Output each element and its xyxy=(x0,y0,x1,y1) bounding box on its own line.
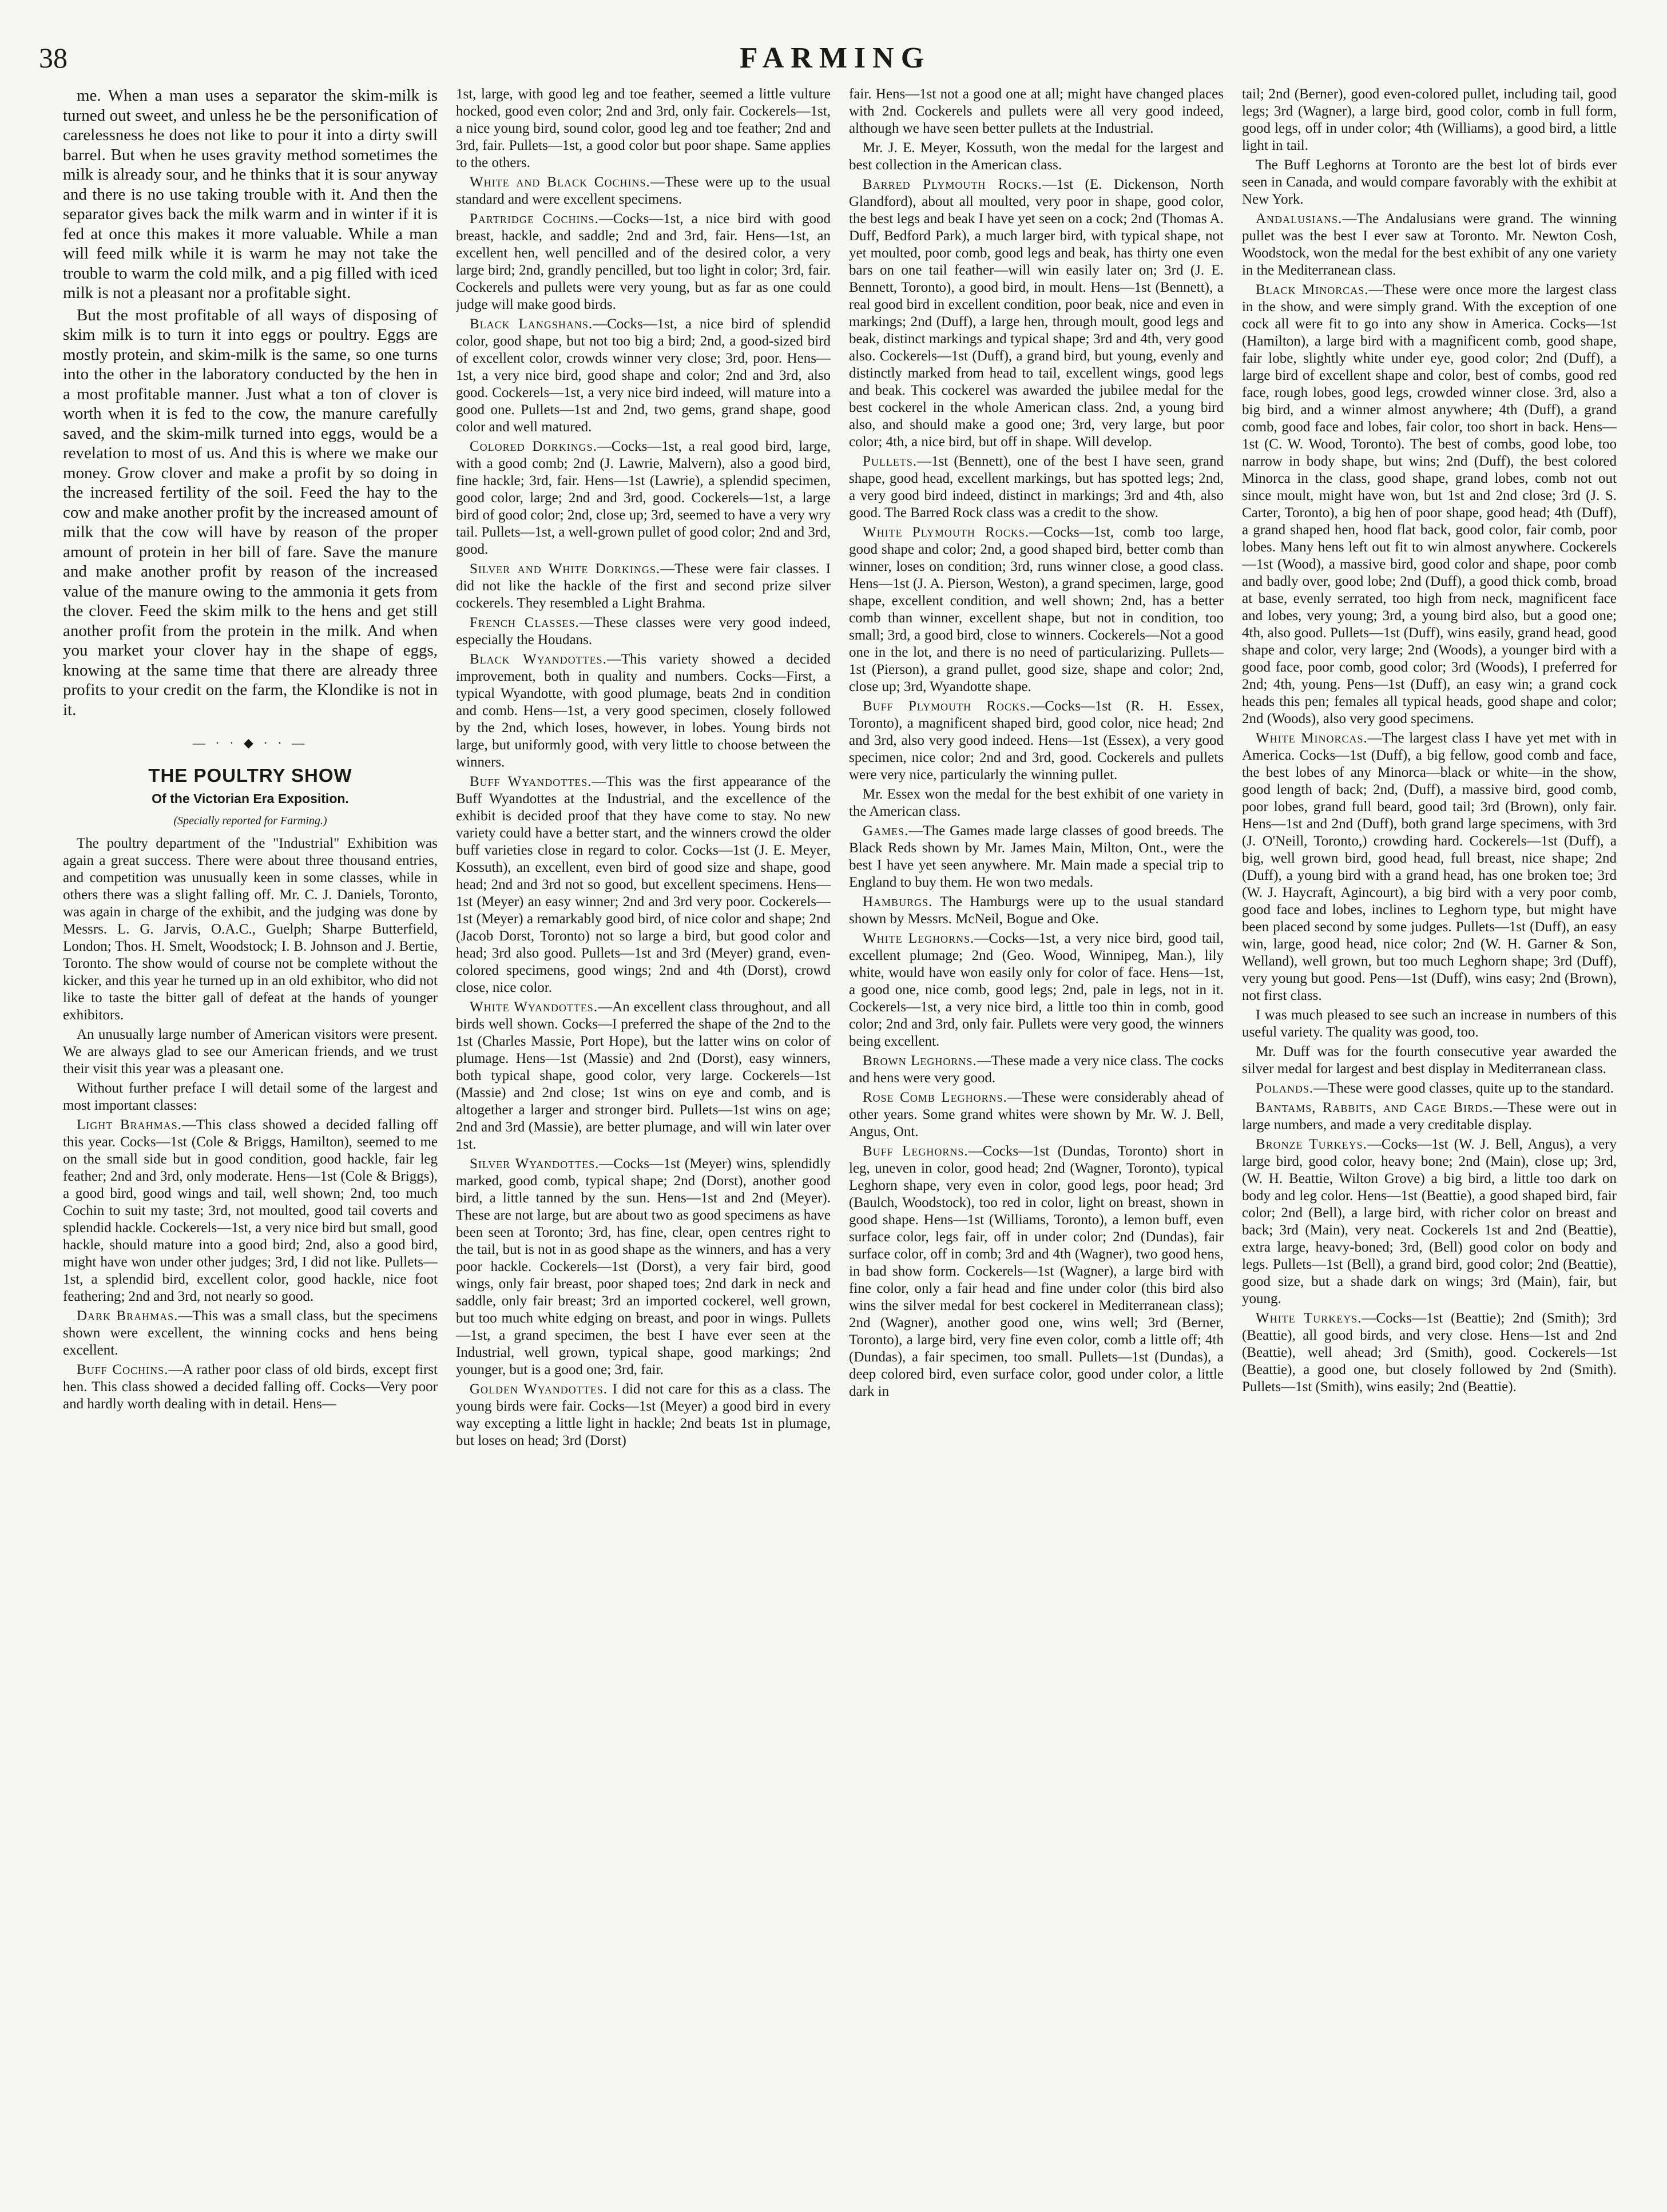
entry-text: —Cocks—1st, a real good bird, large, with a good comb; 2nd (J. Lawrie, Malvern), also a good bird, fine hackle; 3rd, fair. Hens—1st (Lawrie), a splendid specimen, good color, large; 2nd and 3rd, good. Cockerels—1st, a large bird of good color; 2nd, close up; 3rd, seemed to have a very wry tail. Pullets—1st, a well-grown pullet of good color; 2nd and 3rd, good. xyxy=(456,439,831,557)
paragraph: An unusually large number of American visitors were present. We are always glad to see our American friends, and we trust their visit this year was a pleasant one. xyxy=(63,1027,438,1077)
entry-paragraph xyxy=(456,1155,831,1379)
entry-paragraph xyxy=(456,773,831,996)
entry-text: —Cocks—1st, a very nice bird, good tail, excellent plumage; 2nd (Geo. Wood, Winnipeg, Man.), lily white, would have won easily only for color of face. Hens—1st, a good one, nice comb, good legs; 2nd, pale in legs, not in it. Cockerels—1st, a very nice bird, a little too thin in comb, good color; 2nd and 3rd, only fair. Pullets were very good, the winners being excellent. xyxy=(849,931,1224,1049)
column-4-lead: tail; 2nd (Berner), good even-colored pullet, including tail, good legs; 3rd (Wagner), a large bird, good color, comb in full form, good legs, off in under color; 4th (Williams), a good bird, a little light in tail. xyxy=(1242,86,1617,153)
entry-paragraph xyxy=(63,1308,438,1359)
entry-heading: White and Black Cochins. xyxy=(470,174,650,190)
column-3-lead: fair. Hens—1st not a good one at all; might have changed places with 2nd. Cockerels and pullets were all very good indeed, although we have seen better pullets at the Industrial. xyxy=(849,86,1224,136)
entry-text: Mr. Essex won the medal for the best exhibit of one variety in the American class. xyxy=(849,787,1224,819)
entry-heading: Hamburgs. xyxy=(863,894,933,910)
entry-heading: Dark Brahmas. xyxy=(77,1308,178,1324)
entry-paragraph xyxy=(1242,211,1617,279)
entry-heading: Black Wyandottes. xyxy=(470,652,607,667)
entry-text: —This was a small class, but the specimens shown were excellent, the winning cocks and hens being excellent. xyxy=(63,1308,438,1358)
entry-text: —These were out in large numbers, and made a very creditable display. xyxy=(1242,1100,1617,1133)
entry-heading: Buff Leghorns. xyxy=(863,1143,969,1159)
entry-heading: Pullets. xyxy=(863,454,918,469)
entry-text: —This class showed a decided falling off this year. Cocks—1st (Cole & Briggs, Hamilton), seemed to me on the small side but in good condition, good hackle, fair leg feather; 2nd and 3rd, only moderate. Hens—1st (Cole & Briggs), a good bird, good wings and tail, well shown; 2nd, too much Cochin to suit my taste; 3rd, not moulted, good tail coverts and splendid hackle. Cockerels—1st, a very nice bird but small, good hackle, should mature into a good bird; 2nd, also a good bird, might have won under other judges; 3rd, I did not like. Pullets—1st, a splendid bird, excellent color, good hackle, nice foot feathering; 2nd and 3rd, not nearly so good. xyxy=(63,1117,438,1304)
article-columns xyxy=(63,86,1619,2197)
entry-paragraph xyxy=(849,1089,1224,1141)
entry-paragraph xyxy=(1242,1136,1617,1308)
entry-text: —Cocks—1st (Meyer) wins, splendidly marked, good comb, typical shape; 2nd (Dorst), another good bird, a little tanned by the sun. Hens—1st and 2nd (Meyer). These are not large, but are about two as good specimens as have been seen at Toronto; 3rd, has fine, clear, open centres right to the tail, but is not in as good shape as the winners, and has a very poor hackle. Cockerels—1st (Dorst), a very fair bird, good wings, only fair breast, poor shaped toes; 2nd dark in neck and saddle, only fair breast; 3rd an imported cockerel, well grown, but too much white edging on breast, and poor in wings. Pullets—1st, a grand specimen, the best I have ever seen at the Industrial, well grown, typical shape, good markings; 2nd younger, but is a good one; 3rd, fair. xyxy=(456,1156,831,1377)
article-subtitle: Of the Victorian Era Exposition. xyxy=(152,791,349,806)
column-4 xyxy=(1242,86,1617,2197)
entry-heading: White Leghorns. xyxy=(863,931,975,946)
column-2-lead: 1st, large, with good leg and toe feather, seemed a little vulture hocked, good even color; 2nd and 3rd, only fair. Cockerels—1st, a nice young bird, sound color, good leg and toe feather; 2nd and 3rd, fair. Pullets—1st, a good color but poor shape. Same applies to the others. xyxy=(456,86,831,170)
entry-text: —Cocks—1st (R. H. Essex, Toronto), a magnificent shaped bird, good color, nice head; 2nd and 3rd, also very good indeed. Hens—1st (Essex), a very good specimen, nice color; 2nd and 3rd, good. Cockerels and pullets were very nice, particularly the winning pullet. xyxy=(849,698,1224,783)
entry-paragraph xyxy=(849,893,1224,928)
journal-title: FARMING xyxy=(739,42,931,74)
column-3-paragraphs xyxy=(849,140,1224,174)
entry-paragraph xyxy=(456,211,831,313)
entry-text: —This was the first appearance of the Buff Wyandottes at the Industrial, and the excellence of the exhibit is decided proof that they have come to stay. No new variety could have a better start, and the winners crowd the older buff varieties close in regard to color. Cocks—1st (J. E. Meyer, Kossuth), an excellent, even bird of good size and shape, good head; 2nd and 3rd not so good, but excellent specimens. Hens—1st (Meyer) an easy winner; 2nd and 3rd very poor. Cockerels—1st (Meyer) a remarkably good bird, of nice color and shape; 2nd (Jacob Dorst, Toronto) not so large a bird, but good color and head; 3rd also good. Pullets—1st and 3rd (Meyer) grand, even-colored specimens, good wings; 2nd and 4th (Dorst), crowd close, nice color. xyxy=(456,774,831,995)
entry-paragraph xyxy=(849,1143,1224,1400)
section-divider: — · · ◆ · · — xyxy=(192,736,308,750)
entry-heading: Brown Leghorns. xyxy=(863,1053,977,1069)
paragraph: But the most profitable of all ways of disposing of skim milk is to turn it into eggs or poultry. Eggs are mostly protein, and skim-milk is the same, so one turns into the other in the laboratory conducted by the hen in a most profitable manner. Just what a ton of clover is worth when it is fed to the cow, the manure carefully saved, and the skim-milk turned into eggs, would be a revelation to most of us. And this is where we make our money. Grow clover and make a profit by so doing in the increased fertility of the soil. Feed the hay to the cow and make another profit by the increased amount of milk that the cow will have by reason of the proper amount of protein in her bill of fare. Save the manure and make another profit by reason of the increased value of the manure owing to the ammonia it gets from the clover. Feed the skim milk to the hens and get still another profit from the protein in the milk. And when you market your clover hay in the shape of eggs, knowing at the same time that there are already three profits to your credit on the farm, the Klondike is not in it. xyxy=(63,305,438,719)
entry-heading: Games. xyxy=(863,823,909,839)
entry-paragraph xyxy=(849,524,1224,696)
article-intro xyxy=(63,835,438,1114)
entry-heading: Polands. xyxy=(1256,1081,1314,1096)
entry-heading: White Wyandottes. xyxy=(470,999,598,1015)
entry-heading: Silver Wyandottes. xyxy=(470,1156,600,1171)
entry-paragraph xyxy=(456,438,831,558)
entry-paragraph xyxy=(1242,730,1617,1004)
entry-heading: White Turkeys. xyxy=(1256,1310,1362,1326)
entry-paragraph xyxy=(456,316,831,436)
entry-text: The Hamburgs were up to the usual standard shown by Messrs. McNeil, Bogue and Oke. xyxy=(849,894,1224,927)
entry-heading: Andalusians. xyxy=(1256,211,1343,227)
entry-text: I was much pleased to see such an increase in numbers of this useful variety. The quality was good, too. xyxy=(1242,1007,1617,1040)
entry-text: —An excellent class throughout, and all birds well shown. Cocks—I preferred the shape of the 2nd to the 1st (Charles Massie, Port Hope), but the latter wins on color of plumage. Hens—1st (Massie) and 2nd (Dorst), easy winners, both typical shape, good color, very large. Cockerels—1st (Massie) and 2nd close; 1st wins on eye and comb, and is altogether a larger and stronger bird. Pullets—1st wins on age; 2nd and 3rd (Massie), are better plumage, and will win later over 1st. xyxy=(456,999,831,1152)
entry-text: —Cocks—1st (Dundas, Toronto) short in leg, uneven in color, good head; 2nd (Wagner, Toronto), typical Leghorn shape, very even in color, good legs, poor head; 3rd (Baulch, Woodstock), too red in color, light on breast, shown in good shape. Hens—1st (Williams, Toronto), a lemon buff, even surface color, legs fair, off in under color; 2nd (Dundas), fair surface color, off in comb; 3rd and 4th (Wagner), two good hens, in bad show form. Cockerels—1st (Wagner), a large bird with fine color, only a fair head and fine under color (this bird also wins the silver medal for best cockerel in Mediterranean class); 2nd (Wagner), another good one, wins well; 3rd (Berner, Toronto), a large bird, very fine even color, comb a little off; 4th (Dundas), a fair specimen, too small. Pullets—1st (Dundas), a deep colored bird, even surface color, good under color, a little dark in xyxy=(849,1143,1224,1399)
entry-heading: Partridge Cochins. xyxy=(470,211,599,227)
entry-paragraph xyxy=(849,453,1224,522)
column-1 xyxy=(63,86,438,2197)
entry-heading: Buff Cochins. xyxy=(77,1362,169,1377)
entry-text: —Cocks—1st (W. J. Bell, Angus), a very large bird, good color, heavy bone; 2nd (Main), close up; 3rd, (W. H. Beattie, Wilton Grove) a big bird, a little too dark on body and leg color. Hens—1st (Beattie), a good shaped bird, fair color; 2nd (Bell), a large bird, with richer color on breast and back; 3rd (Main), very neat. Cockerels 1st and 2nd (Beattie), extra large, heavy-boned; 3rd, (Bell) good color on body and legs. Pullets—1st (Bell), a grand bird, good color; 2nd (Beattie), good size, but a shade dark on wings; 3rd (Main), fair, but young. xyxy=(1242,1137,1617,1306)
entry-heading: White Plymouth Rocks. xyxy=(863,525,1030,540)
entry-text: —These were considerably ahead of other years. Some grand whites were shown by Mr. W. J. Bell, Angus, Ont. xyxy=(849,1090,1224,1139)
entry-text: —This variety showed a decided improvement, both in quality and numbers. Cocks—First, a typical Wyandotte, with good plumage, beats 2nd in condition and comb. Hens—1st, a very good specimen, closely followed by the 2nd, which loses, however, in lobes. Young birds not large, but uniformly good, with very little to choose between the winners. xyxy=(456,652,831,770)
entry-heading: Bantams, Rabbits, and Cage Birds. xyxy=(1256,1100,1494,1115)
entry-paragraph xyxy=(849,930,1224,1050)
entry-heading: Light Brahmas. xyxy=(77,1117,182,1133)
entry-text: —The Games made large classes of good breeds. The Black Reds shown by Mr. James Main, Milton, Ont., were the best I have yet seen anywhere. Mr. Main made a special trip to England to buy them. He won two medals. xyxy=(849,823,1224,890)
entry-text: —The Andalusians were grand. The winning pullet was the best I ever saw at Toronto. Mr. Newton Cosh, Woodstock, won the medal for the best exhibit of any one variety in the Mediterranean class. xyxy=(1242,211,1617,278)
entry-text: —Cocks—1st, comb too large, good shape and color; 2nd, a good shaped bird, better comb than winner, loses on condition; 3rd, runs winner close, a good class. Hens—1st (J. A. Pierson, Weston), a grand specimen, large, good shape, excellent condition, and well shown; 2nd, has a better comb than winner, excellent shape, but not in condition, too small; 3rd, a good bird, close to winners. Cockerels—Not a good one in the lot, and there is no need of particularizing. Pullets—1st (Pierson), a grand pullet, good size, shape and color; 2nd, close up; 3rd, Wyandotte shape. xyxy=(849,525,1224,694)
entry-paragraph xyxy=(849,698,1224,784)
entry-text: —Cocks—1st, a nice bird with good breast, hackle, and saddle; 2nd and 3rd, fair. Hens—1st, an excellent hen, well pencilled and of the desired color, a very large bird; 2nd, grandly pencilled, but too light in color; 3rd, fair. Cockerels and pullets were very young, but as far as one could judge will make good birds. xyxy=(456,211,831,312)
entry-heading: Colored Dorkings. xyxy=(470,439,597,454)
entry-paragraph xyxy=(456,651,831,771)
entry-text: —The largest class I have yet met with in America. Cocks—1st (Duff), a big fellow, good comb and face, the best lobes of any Minorca—black or white—in the show, good length of back; 2nd, (Duff), a massive bird, good comb, poor lobes, grand full beard, good tail; 3rd (Brown), only fair. Hens—1st and 2nd (Duff), both grand large specimens, with 3rd (J. O'Neill, Toronto,) crowding hard. Cockerels—1st (Duff), a big, well grown bird, good head, full breast, nice shape; 2nd (Duff), a young bird with a grand head, has one broken toe; 3rd (W. J. Haycraft, Agincourt), a big bird with a very poor comb, good face and lobes, inclines to Leghorn type, but might have been placed second by some judges. Pullets—1st (Duff), an easy win, large, good head, nice color; 2nd (W. H. Garner & Son, Welland), well grown, but too much Leghorn shape; 3rd (Duff), very young but good. Pens—1st (Duff), wins easy; 2nd (Brown), not first class. xyxy=(1242,730,1617,1003)
entry-heading: Buff Wyandottes. xyxy=(470,774,592,789)
entry-text: —1st (E. Dickenson, North Glandford), about all moulted, very poor in shape, good color, the best legs and beak I have yet seen on a cock; 2nd (Thomas A. Duff, Bedford Park), a much larger bird, with typical shape, not yet moulted, poor comb, good legs and beak, has thirty one even bars on one tail feather—will win easily later on; 3rd (J. E. Bennett, Toronto), a good bird, in moult. Hens—1st (Bennett), a real good bird in excellent condition, poor beak, nice and even in markings; 2nd (Duff), a large hen, through moult, good legs and beak, distinct markings and typical shape; 3rd and 4th, very good also. Cockerels—1st (Duff), a grand bird, but young, evenly and distinctly marked from head to tail, excellent wings, good legs and beak. This cockerel was awarded the jubilee medal for the best cockerel in the whole American class. 2nd, a young bird also, and should make a good one; 3rd, very large, but poor color; 4th, a nice bird, but off in shape. Will develop. xyxy=(849,177,1224,450)
entry-paragraph xyxy=(849,786,1224,820)
column-1-paragraphs xyxy=(63,86,438,720)
entry-heading: Bronze Turkeys. xyxy=(1256,1137,1367,1152)
entry-text: —These were up to the usual standard and were excellent specimens. xyxy=(456,174,831,207)
entry-paragraph xyxy=(849,1053,1224,1087)
column-3-entries xyxy=(849,176,1224,1400)
entry-paragraph xyxy=(63,1117,438,1305)
article-byline: (Specially reported for Farming.) xyxy=(173,814,327,827)
entry-heading: Buff Plymouth Rocks. xyxy=(863,698,1031,714)
entry-paragraph xyxy=(1242,1310,1617,1396)
entry-heading: Rose Comb Leghorns. xyxy=(863,1090,1007,1105)
entry-paragraph xyxy=(456,1381,831,1449)
column-4-entries xyxy=(1242,211,1617,1396)
column-3 xyxy=(849,86,1224,2197)
page-number: 38 xyxy=(39,42,68,74)
entry-paragraph xyxy=(1242,1007,1617,1041)
entry-paragraph xyxy=(63,1361,438,1413)
column-4-paragraphs xyxy=(1242,157,1617,208)
paragraph: Without further preface I will detail some of the largest and most important classes: xyxy=(63,1081,438,1113)
entry-paragraph xyxy=(1242,1043,1617,1078)
entry-heading: Black Langshans. xyxy=(470,316,593,332)
entry-heading: White Minorcas. xyxy=(1256,730,1368,746)
entry-paragraph xyxy=(456,999,831,1153)
entry-heading: French Classes. xyxy=(470,615,580,630)
column-2 xyxy=(456,86,831,2197)
paragraph: The poultry department of the "Industrial" Exhibition was again a great success. There were about three thousand entries, and competition was unusually keen in some classes, while in others there was a slight falling off. Mr. C. J. Daniels, Toronto, was again in charge of the exhibit, and the judging was done by Messrs. L. G. Jarvis, O.A.C., Guelph; Sharpe Butterfield, London; Thos. H. Smelt, Woodstock; I. B. Johnson and J. Bertie, Toronto. The show would of course not be complete without the kicker, and this year he turned up in an old exhibitor, who did not like to taste the bitter gall of defeat at the hands of younger exhibitors. xyxy=(63,836,438,1023)
entry-text: —These made a very nice class. The cocks and hens were very good. xyxy=(849,1053,1224,1086)
paragraph: The Buff Leghorns at Toronto are the best lot of birds ever seen in Canada, and would compare favorably with the exhibit at New York. xyxy=(1242,157,1617,207)
entry-text: —These classes were very good indeed, especially the Houdans. xyxy=(456,615,831,648)
entry-heading: Golden Wyandottes. xyxy=(470,1381,608,1397)
entry-heading: Black Minorcas. xyxy=(1256,282,1369,297)
entry-heading: Silver and White Dorkings. xyxy=(470,561,661,577)
entry-paragraph xyxy=(1242,1080,1617,1097)
entry-paragraph xyxy=(456,614,831,649)
page-header xyxy=(34,41,1636,78)
entry-text: —These were once more the largest class in the show, and were simply grand. With the exception of one cock all were fit to go into any show in America. Cocks—1st (Hamilton), a large bird with a magnificent comb, good shape, fair lobe, slightly white under eye, good color; 2nd (Duff), a large bird of excellent shape and color, best of combs, good red face, rough lobes, good legs, crowded winner close. 3rd, also a big bird, and a winner almost anywhere; 4th (Duff), a grand comb, good face and lobes, fair color, too short in back. Hens—1st (C. W. Wood, Toronto). The best of combs, good lobe, too narrow in body shape, but wins; 2nd (Duff), the best colored Minorca in the class, good shape, grand lobes, comb not out since moult, might have won, but 1st and 2nd close; 3rd (J. S. Carter, Toronto), a big hen of poor shape, good head; 4th (Duff), a grand shaped hen, hood flat back, good color, fair comb, poor lobes. Many hens left out fit to win almost anywhere. Cockerels—1st (Wood), a massive bird, good color and shape, poor comb and badly over, good lobe; 2nd (Duff), a good thick comb, broad at base, evenly serrated, too high from neck, magnificent face and lobes, very young; 3rd, a young bird also, but a good one; 4th, also good. Pullets—1st (Duff), wins easily, grand head, good shape and color, very large; 2nd (Woods), a younger bird with a good face, poor comb, good color; 3rd (Woods), I preferred for 2nd; 4th, young. Pens—1st (Duff), an easy win; a grand cock heads this pen; females all typical heads, good shape and color; 2nd (Woods), also very good specimens. xyxy=(1242,282,1617,726)
entry-paragraph xyxy=(456,174,831,208)
entry-paragraph xyxy=(1242,281,1617,728)
entry-text: —1st (Bennett), one of the best I have seen, grand shape, good head, excellent markings, but has spotted legs; 2nd, a very good bird indeed, distinct in markings; 3rd and 4th, also good. The Barred Rock class was a credit to the show. xyxy=(849,454,1224,521)
entry-text: —Cocks—1st (Beattie); 2nd (Smith); 3rd (Beattie), all good birds, and very close. Hens—1st and 2nd (Beattie), well ahead; 3rd (Smith), good. Cockerels—1st (Beattie), a good one, but closely followed by 2nd (Smith). Pullets—1st (Smith), wins easily; 2nd (Beattie). xyxy=(1242,1310,1617,1395)
entry-heading: Barred Plymouth Rocks. xyxy=(863,177,1042,192)
paragraph: Mr. J. E. Meyer, Kossuth, won the medal for the largest and best collection in the American class. xyxy=(849,140,1224,173)
entry-text: —These were fair classes. I did not like the hackle of the first and second prize silver cockerels. They resembled a Light Brahma. xyxy=(456,561,831,611)
entry-text: —A rather poor class of old birds, except first hen. This class showed a decided falling off. Cocks—Very poor and hardly worth dealing with in detail. Hens— xyxy=(63,1362,438,1412)
entry-paragraph xyxy=(1242,1099,1617,1134)
entry-paragraph xyxy=(849,823,1224,891)
entry-text: —Cocks—1st, a nice bird of splendid color, good shape, but not too big a bird; 2nd, a good-sized bird of excellent color, crowds winner very close; 3rd, poor. Hens—1st, a very nice bird, good shape and color; 2nd and 3rd, also good. Cockerels—1st, a very nice bird indeed, will mature into a good one. Pullets—1st and 2nd, two gems, grand shape, good color and well matured. xyxy=(456,316,831,435)
entry-text: —These were good classes, quite up to the standard. xyxy=(1313,1081,1614,1096)
entry-text: I did not care for this as a class. The young birds were fair. Cocks—1st (Meyer) a good bird in every way excepting a little light in hackle; 2nd beats 1st in plumage, but loses on head; 3rd (Dorst) xyxy=(456,1381,831,1448)
entry-paragraph xyxy=(849,176,1224,451)
entry-paragraph xyxy=(456,561,831,612)
article-title: THE POULTRY SHOW xyxy=(148,764,352,786)
column-2-entries xyxy=(456,174,831,1449)
article-entries xyxy=(63,1117,438,1413)
paragraph: me. When a man uses a separator the skim-milk is turned out sweet, and unless he be the personification of carelessness he does not like to pour it into a dirty swill barrel. But when he uses gravity method sometimes the milk is already sour, and he thinks that it is sour anyway and there is no use taking trouble with it. And then the separator gives back the milk warm and in winter if it is fed at once this makes it more valuable. While a man will feed milk while it is warm he may not take the trouble to warm the cold milk, and a pig filled with iced milk is not a pleasant nor a profitable sight. xyxy=(63,86,438,302)
entry-text: Mr. Duff was for the fourth consecutive year awarded the silver medal for largest and best display in Mediterranean class. xyxy=(1242,1044,1617,1077)
